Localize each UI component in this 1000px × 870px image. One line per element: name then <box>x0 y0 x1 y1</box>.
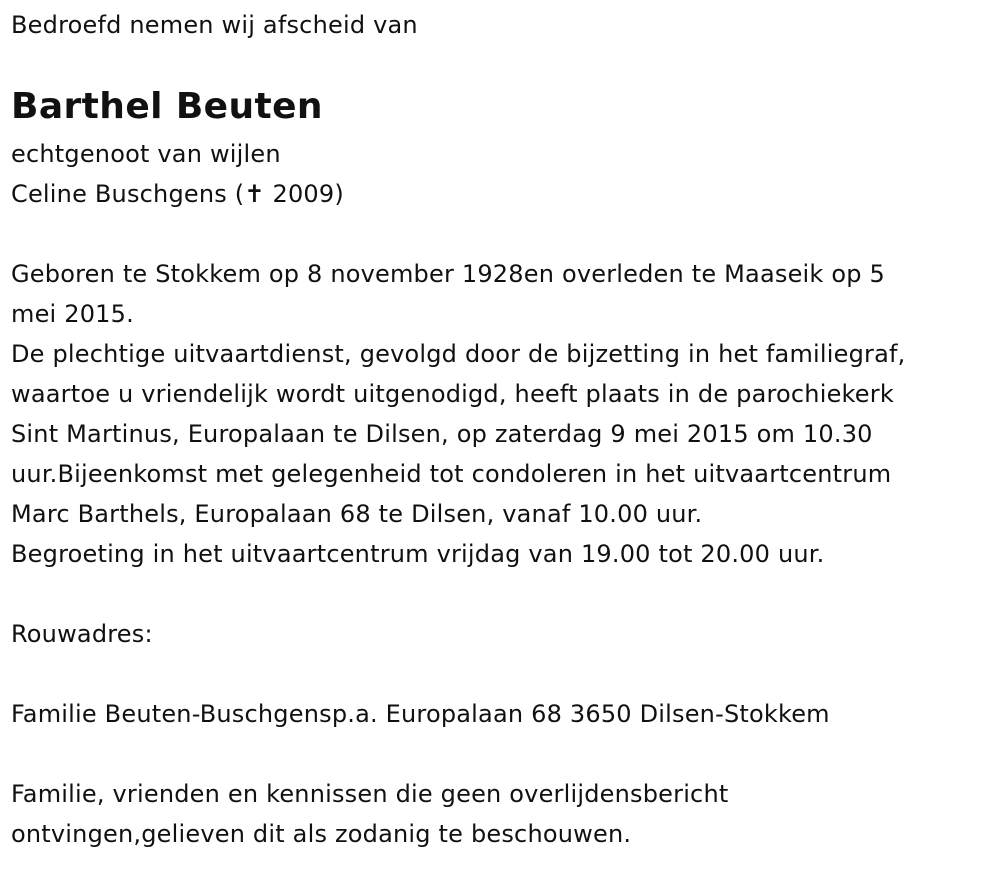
intro-text: Bedroefd nemen wij afscheid van <box>11 11 418 39</box>
relation-text: echtgenoot van wijlen <box>11 140 281 168</box>
address-label: Rouwadres: <box>11 620 153 648</box>
body-line: Geboren te Stokkem op 8 november 1928en overleden te Maaseik op 5 <box>11 260 885 288</box>
body-line: De plechtige uitvaartdienst, gevolgd door de bijzetting in het familiegraf, <box>11 340 906 368</box>
closing-line: ontvingen,gelieven dit als zodanig te beschouwen. <box>11 820 632 848</box>
deceased-name: Barthel Beuten <box>11 86 323 127</box>
body-line: Sint Martinus, Europalaan te Dilsen, op zaterdag 9 mei 2015 om 10.30 <box>11 420 873 448</box>
body-line: Begroeting in het uitvaartcentrum vrijdag van 19.00 tot 20.00 uur. <box>11 540 825 568</box>
closing-line: Familie, vrienden en kennissen die geen overlijdensbericht <box>11 780 729 808</box>
address-value: Familie Beuten-Buschgensp.a. Europalaan 68 3650 Dilsen-Stokkem <box>11 700 830 728</box>
body-line: Marc Barthels, Europalaan 68 te Dilsen, vanaf 10.00 uur. <box>11 500 703 528</box>
spouse-text: Celine Buschgens (✝ 2009) <box>11 180 344 208</box>
body-line: waartoe u vriendelijk wordt uitgenodigd, heeft plaats in de parochiekerk <box>11 380 894 408</box>
body-line: mei 2015. <box>11 300 134 328</box>
body-line: uur.Bijeenkomst met gelegenheid tot condoleren in het uitvaartcentrum <box>11 460 892 488</box>
